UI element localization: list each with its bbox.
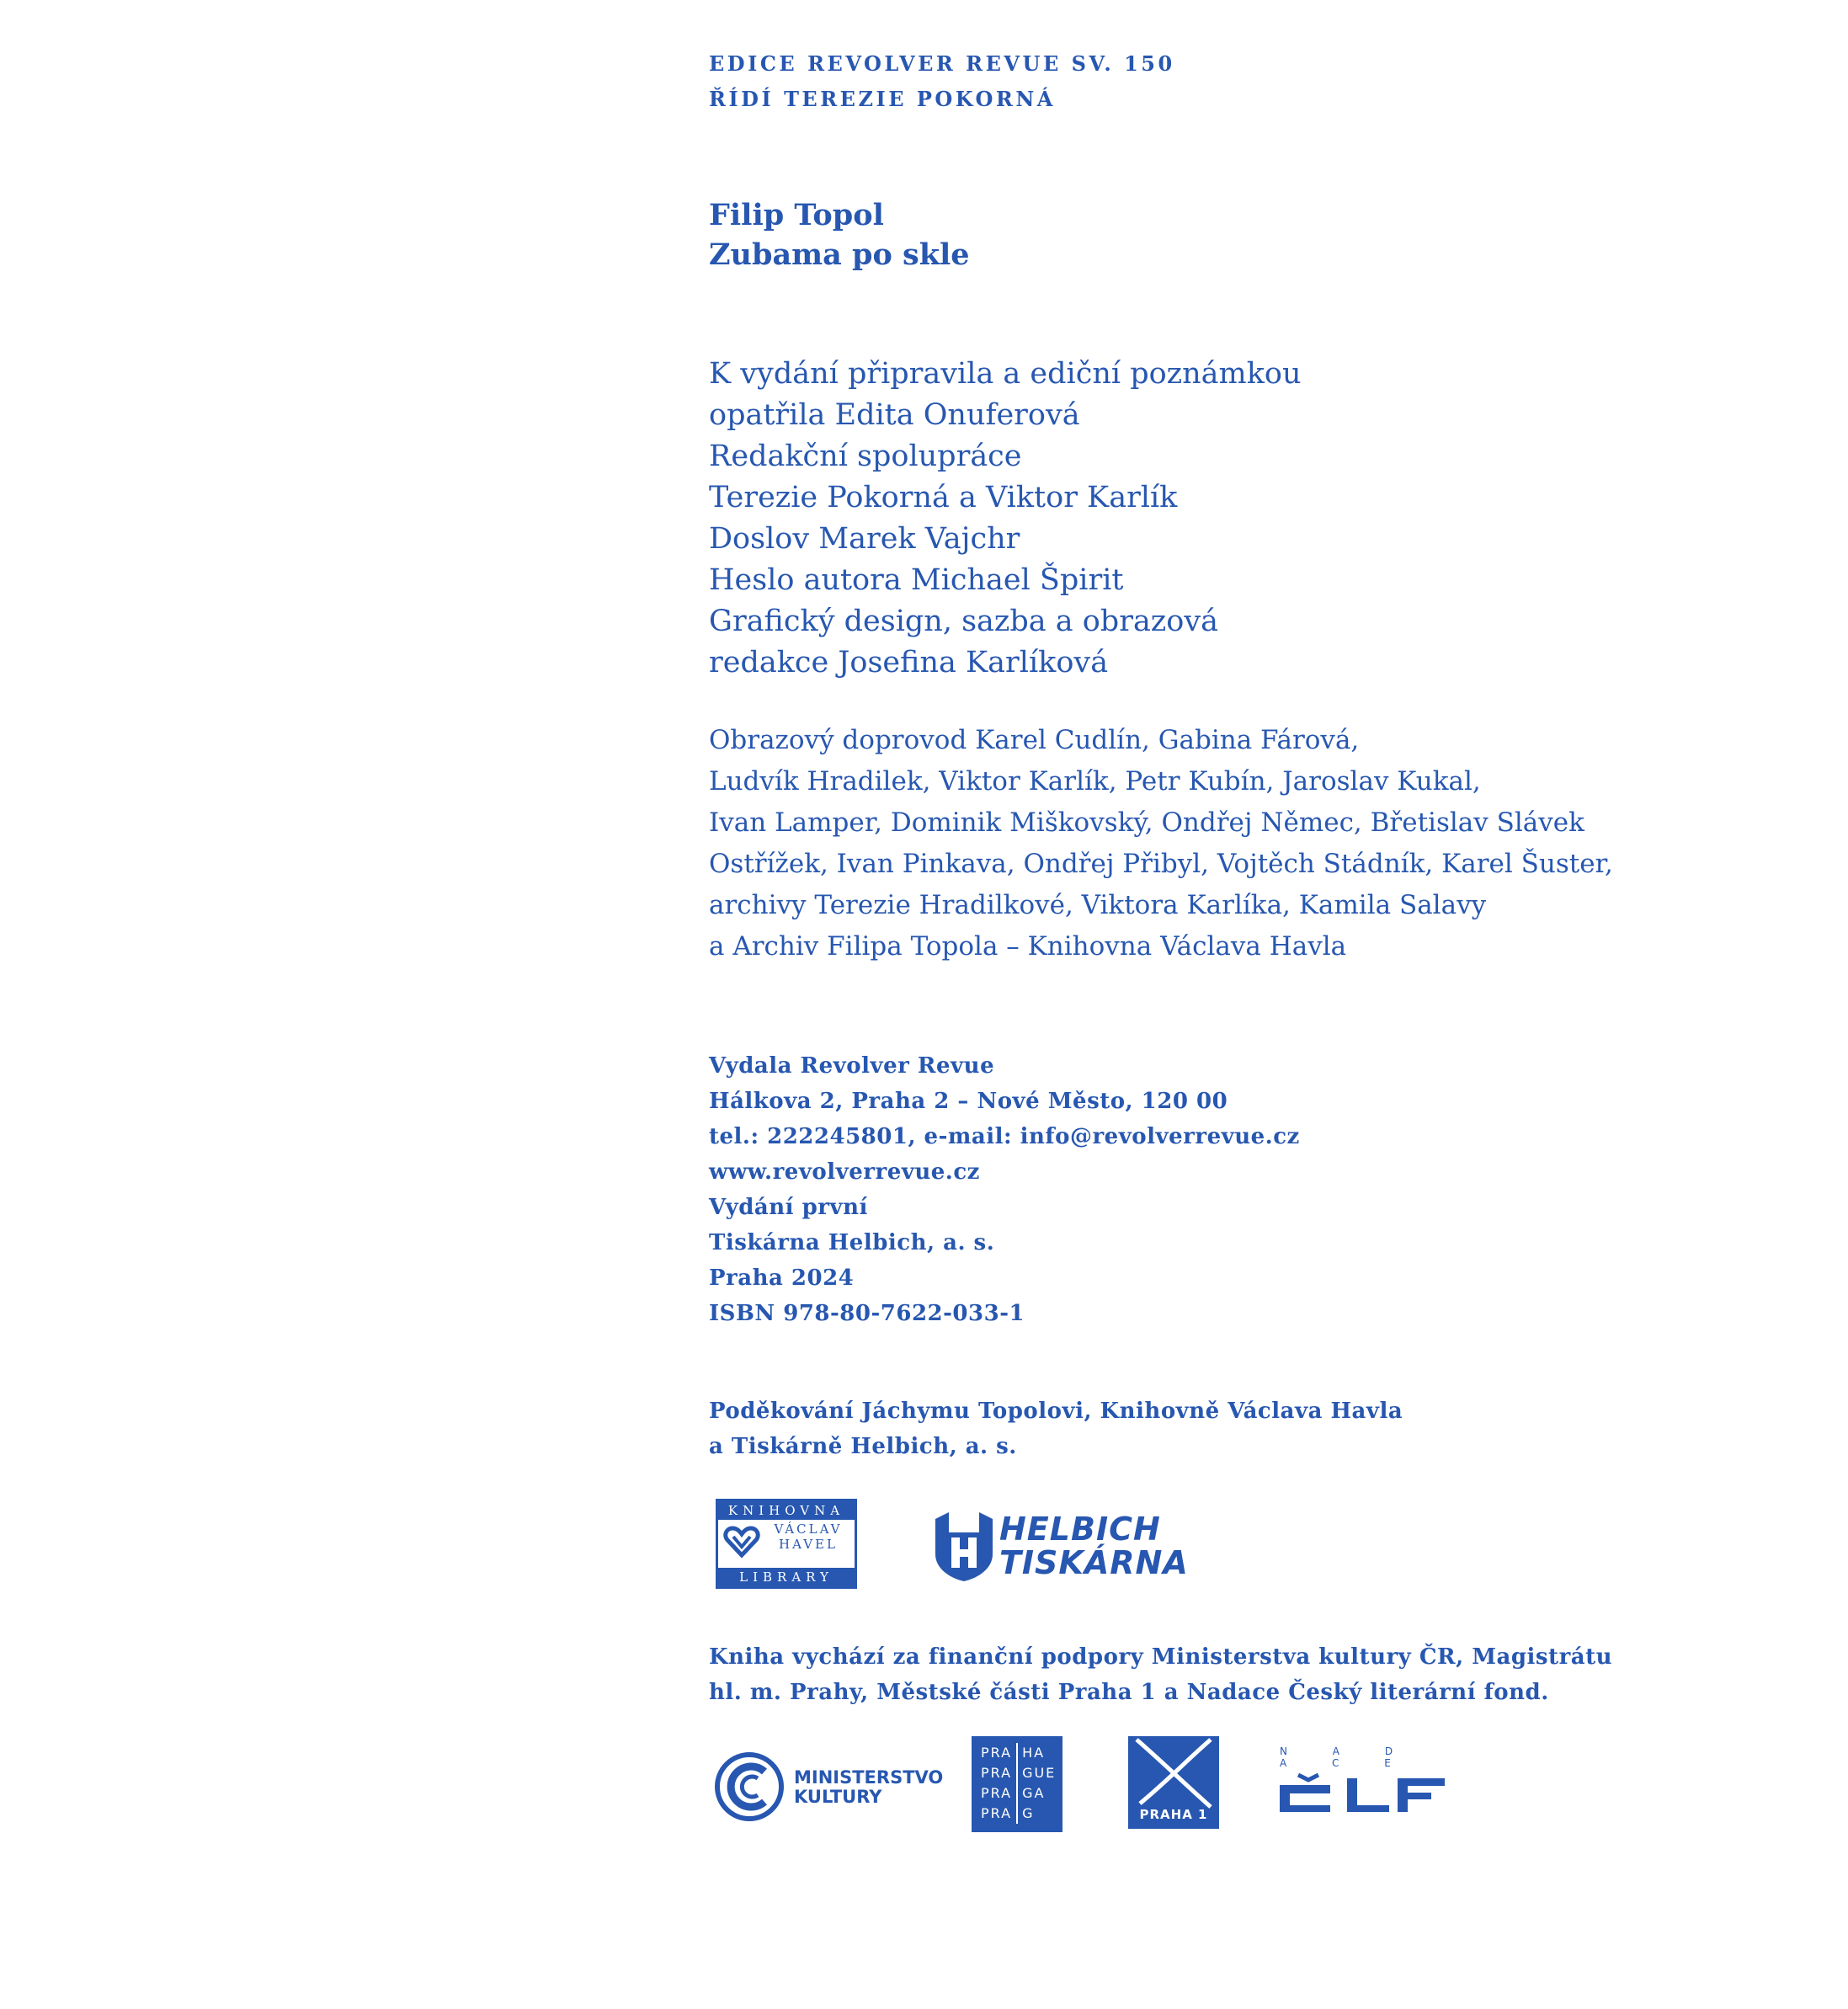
logo-text: G	[1022, 1805, 1035, 1821]
credits-line: Doslov Marek Vajchr	[709, 522, 1020, 556]
publisher-contact: tel.: 222245801, e-mail: info@revolverrevue.cz	[709, 1124, 1300, 1149]
logo-text: GUE	[1022, 1765, 1057, 1781]
book-heading	[709, 195, 970, 274]
credits-line: Heslo autora Michael Špirit	[709, 563, 1124, 597]
edition-editor: ŘÍDÍ TEREZIE POKORNÁ	[709, 87, 1056, 111]
logo-text: VÁCLAV	[774, 1521, 843, 1537]
image-credits-block	[709, 720, 1613, 967]
publisher-block	[709, 1048, 1300, 1331]
funding-notice	[709, 1639, 1612, 1710]
image-credits-line: Obrazový doprovod Karel Cudlín, Gabina Fárová,	[709, 725, 1360, 755]
publisher-line: Praha 2024	[709, 1266, 855, 1291]
logo-text: PRA	[977, 1783, 1017, 1804]
credits-line: opatřila Edita Onuferová	[709, 398, 1080, 432]
nadace-clf-logo	[1280, 1745, 1465, 1830]
praha-logo-grid	[977, 1743, 1060, 1824]
logo-text-block	[762, 1521, 855, 1552]
image-credits-line: archivy Terezie Hradilkové, Viktora Karlíka, Kamila Salavy	[709, 890, 1487, 920]
helbich-tiskarna-logo	[930, 1507, 1189, 1587]
logo-text: HELBICH	[999, 1511, 1161, 1548]
logo-text-block	[794, 1768, 943, 1807]
logo-text: N A D A C E	[1280, 1745, 1414, 1769]
credits-block	[709, 354, 1302, 684]
book-author: Filip Topol	[709, 198, 884, 232]
publisher-line: Vydala Revolver Revue	[709, 1053, 995, 1079]
image-credits-line: Ostřížek, Ivan Pinkava, Ondřej Přibyl, Vojtěch Stádník, Karel Šuster,	[709, 849, 1613, 879]
praha-logo	[972, 1736, 1062, 1832]
clf-lettermark-icon	[1280, 1767, 1465, 1825]
logo-text: HAVEL	[779, 1537, 838, 1552]
credits-line: Terezie Pokorná a Viktor Karlík	[709, 481, 1178, 514]
logo-text: HA	[1022, 1745, 1046, 1761]
credits-line: Redakční spolupráce	[709, 440, 1022, 473]
credits-line: redakce Josefina Karlíková	[709, 646, 1109, 679]
acknowledgements-line: a Tiskárně Helbich, a. s.	[709, 1434, 1017, 1459]
knihovna-vaclava-havla-logo	[716, 1499, 857, 1589]
publisher-website: www.revolverrevue.cz	[709, 1159, 980, 1185]
isbn: ISBN 978-80-7622-033-1	[709, 1301, 1025, 1326]
logo-text: PRA	[977, 1804, 1017, 1824]
heart-icon	[723, 1525, 760, 1559]
image-credits-line: Ivan Lamper, Dominik Miškovský, Ondřej Němec, Břetislav Slávek	[709, 807, 1584, 838]
cross-icon	[1128, 1736, 1219, 1810]
publisher-address: Hálkova 2, Praha 2 – Nové Město, 120 00	[709, 1089, 1228, 1114]
logo-text: TISKÁRNA	[999, 1544, 1189, 1581]
logo-text: LIBRARY	[718, 1568, 855, 1586]
acknowledgements-block	[709, 1394, 1403, 1464]
logo-text: GA	[1022, 1785, 1046, 1801]
edition-series: EDICE REVOLVER REVUE SV. 150	[709, 51, 1175, 76]
logo-text: PRA	[977, 1743, 1017, 1763]
image-credits-line: Ludvík Hradilek, Viktor Karlík, Petr Kubín, Jaroslav Kukal,	[709, 766, 1481, 797]
logo-text: PRA	[977, 1763, 1017, 1783]
helbich-emblem-icon	[930, 1507, 998, 1583]
logo-text: MINISTERSTVO	[794, 1767, 944, 1788]
book-title: Zubama po skle	[709, 237, 970, 272]
edition-header	[709, 46, 1175, 117]
logo-text: PRAHA 1	[1139, 1807, 1208, 1822]
logo-text: KULTURY	[794, 1787, 882, 1807]
credits-line: K vydání připravila a ediční poznámkou	[709, 357, 1302, 391]
image-credits-line: a Archiv Filipa Topola – Knihovna Václava Havla	[709, 931, 1347, 962]
acknowledgements-line: Poděkování Jáchymu Topolovi, Knihovně Václava Havla	[709, 1399, 1403, 1424]
ministerstvo-kultury-logo	[714, 1751, 950, 1827]
praha-1-logo	[1128, 1736, 1219, 1829]
logo-text: KNIHOVNA	[718, 1501, 855, 1520]
publisher-line: Vydání první	[709, 1195, 868, 1220]
funding-line: hl. m. Prahy, Městské části Praha 1 a Nadace Český literární fond.	[709, 1680, 1549, 1705]
ministerstvo-emblem-icon	[714, 1751, 785, 1822]
credits-line: Grafický design, sazba a obrazová	[709, 605, 1218, 638]
publisher-line: Tiskárna Helbich, a. s.	[709, 1230, 995, 1255]
funding-line: Kniha vychází za finanční podpory Ministerstva kultury ČR, Magistrátu	[709, 1644, 1613, 1670]
